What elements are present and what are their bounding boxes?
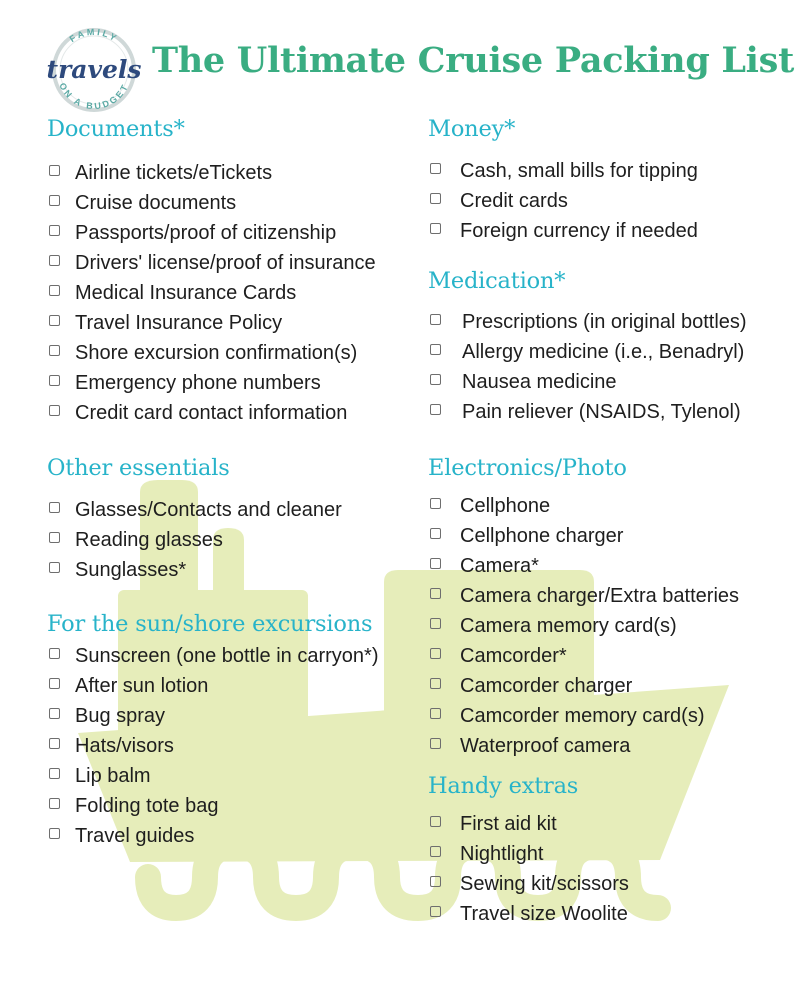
checklist-item (428, 701, 739, 731)
checklist-item-label: Credit cards (460, 190, 568, 212)
checklist-item (428, 491, 739, 521)
checkbox[interactable] (49, 562, 60, 573)
other-essentials-section (47, 455, 342, 585)
checkbox[interactable] (49, 798, 60, 809)
checklist-item-label: Passports/proof of citizenship (75, 222, 337, 244)
checklist-item-label: Allergy medicine (i.e., Benadryl) (462, 341, 745, 363)
other-essentials-heading: Other essentials (47, 455, 230, 481)
checklist-item-label: Folding tote bag (75, 795, 219, 817)
checkbox[interactable] (49, 345, 60, 356)
checkbox[interactable] (49, 738, 60, 749)
handy-extras-heading: Handy extras (428, 773, 579, 799)
checkbox[interactable] (49, 375, 60, 386)
checkbox[interactable] (49, 405, 60, 416)
checklist-item (428, 581, 739, 611)
checklist-item (47, 641, 379, 671)
checkbox[interactable] (430, 374, 441, 385)
sun-shore-section (47, 611, 379, 851)
checklist-item-label: Camera* (460, 555, 539, 577)
checklist-item (47, 495, 342, 525)
checklist-item-label: Sunglasses* (75, 559, 187, 581)
checklist-item-label: Reading glasses (75, 529, 223, 551)
checkbox[interactable] (49, 165, 60, 176)
checklist-item-label: Waterproof camera (460, 735, 631, 757)
checklist-item (47, 338, 376, 368)
checkbox[interactable] (430, 906, 441, 917)
checklist-item (47, 248, 376, 278)
checklist-item-label: Pain reliever (NSAIDS, Tylenol) (462, 401, 741, 423)
checklist-item-label: Bug spray (75, 705, 166, 727)
documents-list (47, 158, 376, 428)
handy-extras-list (428, 809, 629, 929)
checklist-item-label: Emergency phone numbers (75, 372, 321, 394)
checklist-item-label: Airline tickets/eTickets (75, 162, 273, 184)
checklist-item-label: Nightlight (460, 843, 544, 865)
checkbox[interactable] (430, 648, 441, 659)
checklist-item (47, 731, 379, 761)
money-section (428, 116, 698, 246)
checkbox[interactable] (49, 502, 60, 513)
electronics-list (428, 491, 739, 761)
checklist-item (47, 701, 379, 731)
checklist-item (428, 186, 698, 216)
checkbox[interactable] (49, 768, 60, 779)
checklist-item-label: Travel guides (75, 825, 195, 847)
checkbox[interactable] (430, 678, 441, 689)
checklist-item-label: Nausea medicine (462, 371, 617, 393)
checklist-item (47, 158, 376, 188)
checklist-item (428, 641, 739, 671)
checklist-item (428, 809, 629, 839)
other-essentials-list (47, 495, 342, 585)
checkbox[interactable] (49, 225, 60, 236)
checkbox[interactable] (49, 828, 60, 839)
checkbox[interactable] (430, 223, 441, 234)
checkbox[interactable] (49, 195, 60, 206)
checkbox[interactable] (430, 193, 441, 204)
checkbox[interactable] (49, 678, 60, 689)
checklist-item (428, 731, 739, 761)
checkbox[interactable] (430, 314, 441, 325)
checklist-item (47, 278, 376, 308)
checklist-item-label: Hats/visors (75, 735, 174, 757)
checkbox[interactable] (49, 532, 60, 543)
checkbox[interactable] (49, 285, 60, 296)
checklist-item (47, 761, 379, 791)
medication-heading: Medication* (428, 268, 566, 294)
checklist-item-label: Camcorder memory card(s) (460, 705, 705, 727)
checkbox[interactable] (49, 315, 60, 326)
checklist-item-label: Cruise documents (75, 192, 237, 214)
checklist-item (428, 367, 747, 397)
electronics-section (428, 455, 739, 761)
checklist-item (428, 899, 629, 929)
checkbox[interactable] (430, 344, 441, 355)
checkbox[interactable] (430, 498, 441, 509)
checkbox[interactable] (49, 648, 60, 659)
checkbox[interactable] (430, 404, 441, 415)
sun-shore-list (47, 641, 379, 851)
checklist-item (47, 671, 379, 701)
checklist-item-label: Lip balm (75, 765, 151, 787)
checkbox[interactable] (430, 588, 441, 599)
checklist-item (428, 307, 747, 337)
medication-list (428, 307, 747, 427)
checklist-item (47, 525, 342, 555)
checklist-item (428, 397, 747, 427)
checkbox[interactable] (430, 163, 441, 174)
logo-ring-bottom: ON A BUDGET (57, 81, 131, 112)
checklist-item-label: Sunscreen (one bottle in carryon*) (75, 645, 379, 667)
checkbox[interactable] (430, 846, 441, 857)
money-heading: Money* (428, 116, 516, 142)
checklist-item-label: Drivers' license/proof of insurance (75, 252, 376, 274)
checklist-item (428, 216, 698, 246)
checklist-item-label: Glasses/Contacts and cleaner (75, 499, 342, 521)
checklist-item (428, 337, 747, 367)
checklist-item (428, 551, 739, 581)
checklist-item (428, 671, 739, 701)
checklist-item-label: Foreign currency if needed (460, 220, 698, 242)
checklist-item (428, 839, 629, 869)
checkbox[interactable] (430, 708, 441, 719)
checkbox[interactable] (430, 528, 441, 539)
page-title: The Ultimate Cruise Packing List (152, 40, 794, 81)
checkbox[interactable] (430, 618, 441, 629)
documents-section (47, 116, 376, 428)
checklist-item-label: Medical Insurance Cards (75, 282, 297, 304)
family-travels-logo (45, 26, 143, 114)
checklist-item-label: Travel Insurance Policy (75, 312, 283, 334)
checklist-item (428, 156, 698, 186)
checklist-item (47, 188, 376, 218)
checklist-item-label: Travel size Woolite (460, 903, 628, 925)
logo-ring-top: FAMILY (67, 26, 121, 45)
checklist-item-label: Sewing kit/scissors (460, 873, 629, 895)
checklist-item-label: Camcorder* (460, 645, 567, 667)
checklist-item (428, 521, 739, 551)
checklist-item (47, 368, 376, 398)
checklist-item-label: Credit card contact information (75, 402, 348, 424)
checklist-item (47, 218, 376, 248)
checklist-item (428, 611, 739, 641)
logo-script: travels (46, 55, 142, 84)
checklist-item (47, 398, 376, 428)
checklist-item (47, 791, 379, 821)
checklist-item (47, 555, 342, 585)
checklist-item (47, 821, 379, 851)
checklist-item-label: Cellphone charger (460, 525, 624, 547)
checkbox[interactable] (49, 708, 60, 719)
checklist-item-label: Camera memory card(s) (460, 615, 677, 637)
checklist-item-label: After sun lotion (75, 675, 209, 697)
checkbox[interactable] (49, 255, 60, 266)
checklist-item-label: Cellphone (460, 495, 551, 517)
sun-shore-heading: For the sun/shore excursions (47, 611, 373, 637)
money-list (428, 156, 698, 246)
checklist-item-label: Shore excursion confirmation(s) (75, 342, 358, 364)
checkbox[interactable] (430, 738, 441, 749)
checklist-item (47, 308, 376, 338)
electronics-heading: Electronics/Photo (428, 455, 627, 481)
checklist-item-label: First aid kit (460, 813, 557, 835)
checkbox[interactable] (430, 876, 441, 887)
checklist-item-label: Camcorder charger (460, 675, 633, 697)
checkbox[interactable] (430, 558, 441, 569)
checklist-item-label: Cash, small bills for tipping (460, 160, 698, 182)
checklist-item-label: Prescriptions (in original bottles) (462, 311, 747, 333)
medication-section (428, 268, 747, 427)
checklist-item-label: Camera charger/Extra batteries (460, 585, 740, 607)
checkbox[interactable] (430, 816, 441, 827)
checklist-item (428, 869, 629, 899)
handy-extras-section (428, 773, 629, 929)
documents-heading: Documents* (47, 116, 185, 142)
